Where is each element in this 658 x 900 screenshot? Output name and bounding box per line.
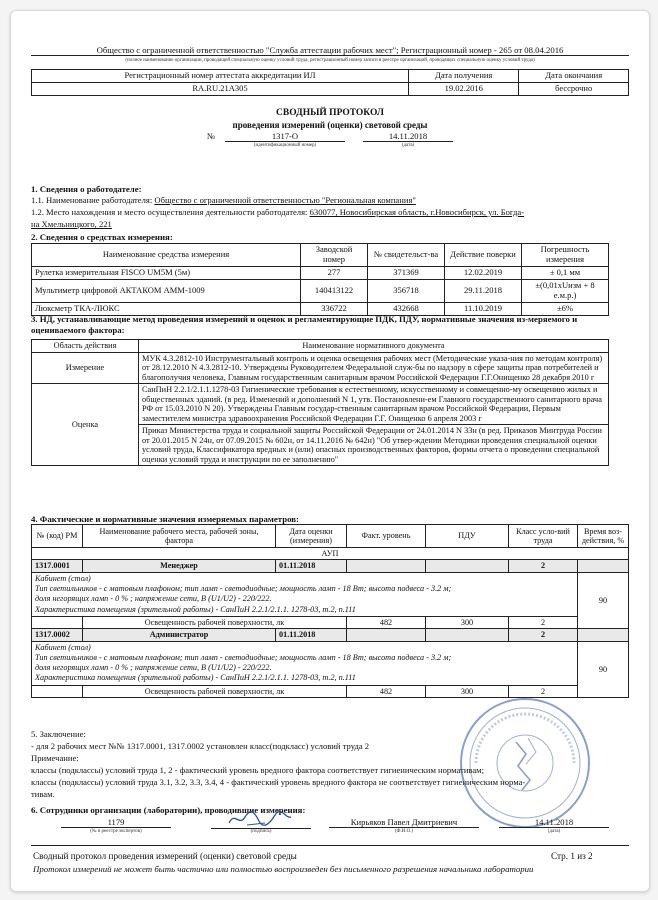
section-1-heading: 1. Сведения о работодателе: [31, 184, 142, 194]
meas-header-fact: Факт. уровень [347, 525, 426, 548]
factor-pdu: 300 [426, 616, 509, 628]
position-row [32, 629, 629, 641]
document-page [10, 10, 650, 892]
norms-header-area: Область действия [32, 340, 139, 353]
instr-header-error: Погрешность измерения [522, 244, 609, 267]
lamps-line: Тип светильников - с матовым плафоном; тип ламп - светодиодные; мощность ламп - 18 Вт; высота подвеса - 3.2 м; [35, 652, 452, 662]
lamps-line-2: доля негорящих ламп - 0 % ; напряжение сети, В (U1/U2) - 220/222. [35, 663, 272, 673]
expert-registry-number: 1179 [61, 817, 171, 828]
room-name: Кабинет (стол) [35, 573, 91, 583]
accr-received: 19.02.2016 [409, 82, 519, 95]
room-name: Кабинет (стол) [35, 642, 91, 652]
note-heading: Примечание: [31, 753, 79, 763]
accreditation-table [31, 69, 629, 96]
footer-title: Сводный протокол проведения измерений (оценки) световой среды [33, 851, 297, 861]
position-date: 01.11.2018 [276, 560, 347, 572]
factor-name: Освещенность рабочей поверхности, лк [83, 685, 347, 697]
position-description [32, 641, 578, 685]
meas-header-time: Время воз-действия, % [578, 525, 629, 548]
organization-line: Общество с ограниченной ответственностью "Служба аттестации рабочих мест"; Регистрационный номер - 265 от 08.04.2016 [31, 45, 629, 56]
section-6-heading: 6. Сотрудники организации (лаборатории), проводившие измерения: [31, 805, 306, 815]
position-name: Менеджер [83, 560, 276, 572]
employer-name-line [31, 195, 631, 205]
protocol-number-note: (идентификационный номер) [253, 143, 317, 148]
signing-date: 14.11.2018 [499, 817, 609, 828]
accr-header-number: Регистрационный номер аттестата аккредитации ИЛ [32, 70, 409, 83]
signature [225, 807, 295, 831]
instr-serial: 140413122 [301, 279, 368, 302]
instr-header-name: Наименование средства измерения [32, 244, 301, 267]
position-code: 1317.0001 [32, 560, 83, 572]
instr-header-verify: Действие поверки [445, 244, 522, 267]
instr-name: Рулетка измерительная FISCO UM5M (5м) [32, 267, 301, 280]
norms-doc-order: Приказ Министерства труда и социальной защиты Российской Федерации от 24.01.2014 N 33н (в ред. Приказов Минтруда России от 20.01.2015 N 24н, от 07.09.2015 № 602н, от 14.11.2016 № 642н) "Об утвер-ждении Методики проведения специальной оценки условий труда, Классификатора вредных и (или) опасных производственных факторов, формы отчета о проведении специальной оценки условий труда и инструкции по ее заполнению" [139, 425, 609, 466]
conclusion-heading: 5. Заключение: [31, 729, 86, 739]
protocol-number: 1317-О [225, 131, 345, 142]
expert-name: Кирьяков Павел Дмитриевич [329, 817, 479, 828]
instr-header-cert: № свидетельст-ва [368, 244, 445, 267]
instrument-row [32, 279, 609, 302]
norms-doc-sanpin: СанПиН 2.2.1/2.1.1.1278-03 Гигиенические требования к естественному, искусственному и совмещенно-му освещению жилых и общественных зданий. (в ред. Изменений и дополнений N 1, утв. Постановлени-ем Главного государственного санитарного врача РФ от 15.03.2010 N 20). Утверждены Главным государ-ственным санитарным врачом Российской Федерации, Первым заместителем министра здравоохранения Российской Федерации Г.Г. Онищенко 6 апреля 2003 г [139, 384, 609, 425]
employer-address-label: 1.2. Место нахождения и место осуществления деятельности работодателя: [31, 207, 308, 217]
instr-name: Люксметр ТКА-ЛЮКС [32, 302, 301, 315]
meas-header-pdu: ПДУ [426, 525, 509, 548]
position-code: 1317.0002 [32, 629, 83, 641]
section-4-heading: 4. Фактические и нормативные значения измеряемых параметров: [31, 514, 299, 524]
signature-note: (подпись) [250, 829, 272, 834]
position-description [32, 572, 578, 616]
employer-name: Общество с ограниченной ответственностью "Региональная компания" [154, 195, 416, 205]
instr-cert: 356718 [368, 279, 445, 302]
employer-address-line [31, 207, 631, 217]
accr-end: бессрочно [519, 82, 629, 95]
instr-error: ±6% [522, 302, 609, 315]
instr-verify: 29.11.2018 [445, 279, 522, 302]
exposure-time: 90 [578, 641, 629, 697]
organization-note: (полное наименование организации, проводящей специальную оценку условий труда, регистрационный номер записи в реестре организаций, проводящих специальную оценку условий труда) [125, 58, 535, 63]
factor-fact: 482 [347, 616, 426, 628]
employer-address-cont: на Хмельницкого, 221 [31, 219, 112, 229]
instruments-table [31, 243, 609, 316]
norms-table [31, 339, 609, 466]
name-note: (Ф.И.О.) [394, 829, 414, 834]
instr-serial: 336722 [301, 302, 368, 315]
instr-verify: 12.02.2019 [445, 267, 522, 280]
factor-pdu: 300 [426, 685, 509, 697]
norms-area-assessment: Оценка [32, 384, 139, 466]
measurements-table [31, 524, 629, 698]
note-line-2-cont: тивам. [31, 789, 55, 799]
instr-name: Мультиметр цифровой АКТАКОМ АММ-1009 [32, 279, 301, 302]
protocol-subtitle: проведения измерений (оценки) световой среды [232, 120, 428, 130]
exposure-time: 90 [578, 572, 629, 628]
factor-class: 2 [509, 685, 578, 697]
footer-note: Протокол измерений не может быть частично или полностью воспроизведен без письменного разрешения начальника лаборатории [33, 864, 534, 874]
lamps-line: Тип светильников - с матовым плафоном; тип ламп - светодиодные; мощность ламп - 18 Вт; высота подвеса - 3.2 м; [35, 584, 452, 594]
factor-name: Освещенность рабочей поверхности, лк [83, 616, 347, 628]
position-date: 01.11.2018 [276, 629, 347, 641]
norms-area-measurement: Измерение [32, 352, 139, 384]
laboratory-stamp [456, 694, 594, 832]
room-characteristic: Характеристика помещения (зрительной работы) - СанПиН 2.2.1/2.1.1. 1278-03, т.2, п.111 [35, 673, 356, 683]
footer-divider [31, 845, 629, 846]
norms-header-doc: Наименование нормативного документа [139, 340, 609, 353]
instr-error: ±(0,01хUизм + 8 е.м.р.) [522, 279, 609, 302]
accr-header-received: Дата получения [409, 70, 519, 83]
protocol-date-note: (дата) [401, 143, 415, 148]
lamps-line-2: доля негорящих ламп - 0 % ; напряжение сети, В (U1/U2) - 220/222. [35, 594, 272, 604]
instr-cert: 371369 [368, 267, 445, 280]
accr-header-end: Дата окончания [519, 70, 629, 83]
meas-header-class: Класс усло-вий труда [509, 525, 578, 548]
instr-serial: 277 [301, 267, 368, 280]
instr-cert: 432668 [368, 302, 445, 315]
meas-header-name: Наименование рабочего места, рабочей зоны, фактора [83, 525, 276, 548]
section-3-heading: 3. НД, устанавливающие метод проведения измерений и оценок и регламентирующие ПДК, ПДУ, нормативные значения из-меряемого и оцениваемого фактора: [31, 314, 578, 335]
protocol-number-label: № [207, 131, 216, 141]
conclusion-line: - для 2 рабочих мест №№ 1317.0001, 1317.0002 установлен класс(подкласс) условий труда 2 [31, 741, 370, 751]
factor-class: 2 [509, 616, 578, 628]
section-2-heading: 2. Сведения о средствах измерения: [31, 232, 173, 242]
position-class: 2 [509, 629, 578, 641]
protocol-title: СВОДНЫЙ ПРОТОКОЛ [276, 108, 384, 118]
factor-fact: 482 [347, 685, 426, 697]
norms-doc-muk: МУК 4.3.2812-10 Инструментальный контроль и оценка освещения рабочих мест (Методические указа-ния по методам контроля) от 28.12.2010 N 4.3.2812-10. Утверждены Руководителем Федеральной служ-бы по надзору в сфере защиты прав потребителей и благополучия человека, Главным государственным санитарным врачом Российской Федерации Г.Г.Онищенко 28 декабря 2010 г [139, 352, 609, 384]
protocol-date: 14.11.2018 [363, 131, 453, 142]
instr-error: ± 0,1 мм [522, 267, 609, 280]
meas-header-date: Дата оценки (измерения) [276, 525, 347, 548]
accr-number: RA.RU.21A305 [32, 82, 409, 95]
note-line-2: классы (подклассы) условий труда 3.1, 3.2, 3.3, 3.4, 4 - фактический уровень вредного фактора не соответствует гигиеническим норма- [31, 777, 526, 787]
note-line-1: классы (подклассы) условий труда 1, 2 - фактический уровень вредного фактора соответствует гигиеническим нормативам; [31, 765, 484, 775]
registry-note: (№ в реестре экспертов) [90, 829, 142, 834]
position-class: 2 [509, 560, 578, 572]
employer-address: 630077, Новосибирская область, г.Новосибирск, ул. Богда- [309, 207, 525, 217]
page-number: Стр. 1 из 2 [551, 851, 593, 861]
department-row: АУП [32, 548, 629, 560]
date-note: (дата) [547, 829, 561, 834]
instr-verify: 11.10.2019 [445, 302, 522, 315]
meas-header-code: № (код) РМ [32, 525, 83, 548]
instr-header-serial: Заводской номер [301, 244, 368, 267]
position-row [32, 560, 629, 572]
instrument-row [32, 267, 609, 280]
position-name: Администратор [83, 629, 276, 641]
room-characteristic: Характеристика помещения (зрительной работы) - СанПиН 2.2.1/2.1.1. 1278-03, т.2, п.111 [35, 604, 356, 614]
employer-name-label: 1.1. Наименование работодателя: [31, 195, 153, 205]
